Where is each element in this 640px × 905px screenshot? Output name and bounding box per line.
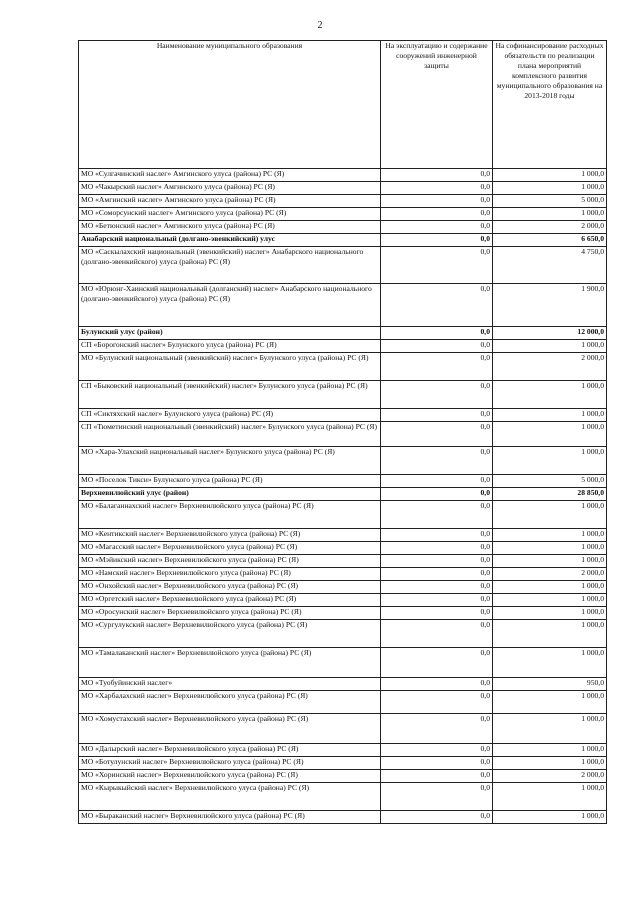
row-operation: 0,0	[381, 555, 493, 568]
row-operation: 0,0	[381, 475, 493, 488]
row-operation: 0,0	[381, 208, 493, 221]
row-name: МО «Юрюнг-Хаинский национальный (долганский) наслег» Анабарского национального (долгано-эвенкийского) улуса (района) РС (Я)	[79, 284, 381, 327]
row-cofinance: 1 000,0	[493, 691, 607, 714]
table-row-total	[79, 234, 607, 247]
row-cofinance: 950,0	[493, 678, 607, 691]
row-operation: 0,0	[381, 811, 493, 824]
row-name: СП «Быковский национальный (эвенкийский) наслег» Булунского улуса (района) РС (Я)	[79, 381, 381, 409]
row-cofinance: 1 000,0	[493, 381, 607, 409]
row-cofinance: 1 000,0	[493, 620, 607, 648]
row-operation: 0,0	[381, 488, 493, 501]
row-operation: 0,0	[381, 744, 493, 757]
row-name: МО «Кентикский наслег» Верхневилюйского улуса (района) РС (Я)	[79, 529, 381, 542]
row-operation: 0,0	[381, 422, 493, 447]
row-name: МО «Саскылахский национальный (эвенкийский) наслег» Анабарского национального (долгано-эвенкийского) улуса (района) РС (Я)	[79, 247, 381, 284]
row-cofinance: 12 000,0	[493, 327, 607, 340]
table-row	[79, 422, 607, 447]
table-row-total	[79, 488, 607, 501]
row-name: МО «Оргетский наслег» Верхневилюйского улуса (района) РС (Я)	[79, 594, 381, 607]
table-row	[79, 182, 607, 195]
table-header-row	[79, 41, 607, 169]
table-row	[79, 409, 607, 422]
row-name: МО «Намский наслег» Верхневилюйского улуса (района) РС (Я)	[79, 568, 381, 581]
row-operation: 0,0	[381, 327, 493, 340]
row-cofinance: 1 000,0	[493, 422, 607, 447]
row-name: МО «Далырский наслег» Верхневилюйского улуса (района) РС (Я)	[79, 744, 381, 757]
row-name: МО «Булунский национальный (эвенкийский) наслег» Булунского улуса (района) РС (Я)	[79, 353, 381, 381]
row-operation: 0,0	[381, 691, 493, 714]
table-row	[79, 607, 607, 620]
row-cofinance: 1 000,0	[493, 447, 607, 475]
row-cofinance: 2 000,0	[493, 353, 607, 381]
table-row	[79, 542, 607, 555]
row-name: МО «Туобуйинский наслег»	[79, 678, 381, 691]
table-row	[79, 340, 607, 353]
row-name: МО «Хомустахский наслег» Верхневилюйского улуса (района) РС (Я)	[79, 714, 381, 744]
row-operation: 0,0	[381, 568, 493, 581]
row-name: МО «Харбалахский наслег» Верхневилюйского улуса (района) РС (Я)	[79, 691, 381, 714]
row-operation: 0,0	[381, 783, 493, 811]
row-name: МО «Быраканский наслег» Верхневилюйского улуса (района) РС (Я)	[79, 811, 381, 824]
row-cofinance: 1 000,0	[493, 555, 607, 568]
table-row	[79, 447, 607, 475]
row-operation: 0,0	[381, 542, 493, 555]
row-name: МО «Сургулукский наслег» Верхневилюйского улуса (района) РС (Я)	[79, 620, 381, 648]
row-cofinance: 1 000,0	[493, 340, 607, 353]
row-operation: 0,0	[381, 529, 493, 542]
row-cofinance: 2 000,0	[493, 221, 607, 234]
table-row	[79, 744, 607, 757]
row-name: СП «Сиктяхский наслег» Булунского улуса (района) РС (Я)	[79, 409, 381, 422]
table-row	[79, 529, 607, 542]
row-cofinance: 1 000,0	[493, 529, 607, 542]
row-operation: 0,0	[381, 182, 493, 195]
row-operation: 0,0	[381, 353, 493, 381]
row-cofinance: 1 000,0	[493, 648, 607, 678]
row-cofinance: 1 900,0	[493, 284, 607, 327]
row-cofinance: 2 000,0	[493, 770, 607, 783]
row-cofinance: 1 000,0	[493, 542, 607, 555]
table-row	[79, 594, 607, 607]
table-row-total	[79, 327, 607, 340]
row-name: СП «Борогонский наслег» Булунского улуса (района) РС (Я)	[79, 340, 381, 353]
row-cofinance: 1 000,0	[493, 714, 607, 744]
row-operation: 0,0	[381, 678, 493, 691]
table-row	[79, 620, 607, 648]
row-name: МО «Тамалаканский наслег» Верхневилюйского улуса (района) РС (Я)	[79, 648, 381, 678]
row-cofinance: 1 000,0	[493, 581, 607, 594]
row-name: МО «Балаганнахский наслег» Верхневилюйского улуса (района) РС (Я)	[79, 501, 381, 529]
row-cofinance: 1 000,0	[493, 594, 607, 607]
header-cofinance: На софинансирование расходных обязательств по реализации плана мероприятий комплексного развития муниципального образования на 2013-2018 годы	[493, 41, 607, 169]
row-cofinance: 28 850,0	[493, 488, 607, 501]
table-row	[79, 501, 607, 529]
row-operation: 0,0	[381, 757, 493, 770]
row-name: МО «Оросунский наслег» Верхневилюйского улуса (района) РС (Я)	[79, 607, 381, 620]
row-name: МО «Бетюнский наслег» Амгинского улуса (района) РС (Я)	[79, 221, 381, 234]
row-cofinance: 2 000,0	[493, 568, 607, 581]
row-name: МО «Чакырский наслег» Амгинского улуса (района) РС (Я)	[79, 182, 381, 195]
table-row	[79, 581, 607, 594]
row-operation: 0,0	[381, 409, 493, 422]
row-operation: 0,0	[381, 594, 493, 607]
row-name: Верхневилюйский улус (район)	[79, 488, 381, 501]
row-name: МО «Магасский наслег» Верхневилюйского улуса (района) РС (Я)	[79, 542, 381, 555]
table-row	[79, 568, 607, 581]
row-operation: 0,0	[381, 195, 493, 208]
page-number: 2	[317, 20, 323, 31]
table-row	[79, 221, 607, 234]
row-name: МО «Амгинский наслег» Амгинского улуса (района) РС (Я)	[79, 195, 381, 208]
row-operation: 0,0	[381, 620, 493, 648]
budget-table	[78, 40, 607, 824]
header-name: Наименование муниципального образования	[79, 41, 381, 169]
header-operation: На эксплуатацию и содержание сооружений инженерной защиты	[381, 41, 493, 169]
table-row	[79, 757, 607, 770]
row-name: СП «Тюметинский национальный (эвенкийский) наслег» Булунского улуса (района) РС (Я)	[79, 422, 381, 447]
table-row	[79, 195, 607, 208]
row-cofinance: 1 000,0	[493, 409, 607, 422]
row-cofinance: 1 000,0	[493, 744, 607, 757]
row-operation: 0,0	[381, 381, 493, 409]
row-name: МО «Сулгачинский наслег» Амгинского улуса (района) РС (Я)	[79, 169, 381, 182]
table-row	[79, 208, 607, 221]
row-name: МО «Хара-Улахский национальный наслег» Булунского улуса (района) РС (Я)	[79, 447, 381, 475]
table-row	[79, 169, 607, 182]
row-operation: 0,0	[381, 221, 493, 234]
row-cofinance: 5 000,0	[493, 195, 607, 208]
table-row	[79, 353, 607, 381]
row-operation: 0,0	[381, 648, 493, 678]
row-cofinance: 1 000,0	[493, 607, 607, 620]
row-name: МО «Соморсунский наслег» Амгинского улуса (района) РС (Я)	[79, 208, 381, 221]
row-name: МО «Хоринский наслег» Верхневилюйского улуса (района) РС (Я)	[79, 770, 381, 783]
table-row	[79, 247, 607, 284]
row-operation: 0,0	[381, 607, 493, 620]
row-cofinance: 1 000,0	[493, 811, 607, 824]
row-operation: 0,0	[381, 581, 493, 594]
row-operation: 0,0	[381, 447, 493, 475]
table-row	[79, 811, 607, 824]
row-operation: 0,0	[381, 770, 493, 783]
table-row	[79, 381, 607, 409]
row-cofinance: 1 000,0	[493, 501, 607, 529]
row-name: МО «Ботулунский наслег» Верхневилюйского улуса (района) РС (Я)	[79, 757, 381, 770]
table-row	[79, 648, 607, 678]
row-operation: 0,0	[381, 247, 493, 284]
table-row	[79, 475, 607, 488]
row-operation: 0,0	[381, 234, 493, 247]
row-operation: 0,0	[381, 169, 493, 182]
table-row	[79, 678, 607, 691]
row-cofinance: 4 750,0	[493, 247, 607, 284]
row-cofinance: 1 000,0	[493, 208, 607, 221]
row-operation: 0,0	[381, 501, 493, 529]
table-row	[79, 770, 607, 783]
row-cofinance: 1 000,0	[493, 757, 607, 770]
row-cofinance: 5 000,0	[493, 475, 607, 488]
row-cofinance: 1 000,0	[493, 783, 607, 811]
row-cofinance: 1 000,0	[493, 182, 607, 195]
row-cofinance: 1 000,0	[493, 169, 607, 182]
row-name: Анабарский национальный (долгано-эвенкийский) улус	[79, 234, 381, 247]
table-row	[79, 783, 607, 811]
row-operation: 0,0	[381, 714, 493, 744]
row-name: МО «Мэйикский наслег» Верхневилюйского улуса (района) РС (Я)	[79, 555, 381, 568]
row-name: МО «Онхойский наслег» Верхневилюйского улуса (района) РС (Я)	[79, 581, 381, 594]
row-name: МО «Поселок Тикси» Булунского улуса (района) РС (Я)	[79, 475, 381, 488]
table-row	[79, 284, 607, 327]
table-row	[79, 714, 607, 744]
row-operation: 0,0	[381, 284, 493, 327]
row-operation: 0,0	[381, 340, 493, 353]
row-cofinance: 6 650,0	[493, 234, 607, 247]
table-row	[79, 691, 607, 714]
table-row	[79, 555, 607, 568]
row-name: Булунский улус (район)	[79, 327, 381, 340]
row-name: МО «Кырыкыйский наслег» Верхневилюйского улуса (района) РС (Я)	[79, 783, 381, 811]
